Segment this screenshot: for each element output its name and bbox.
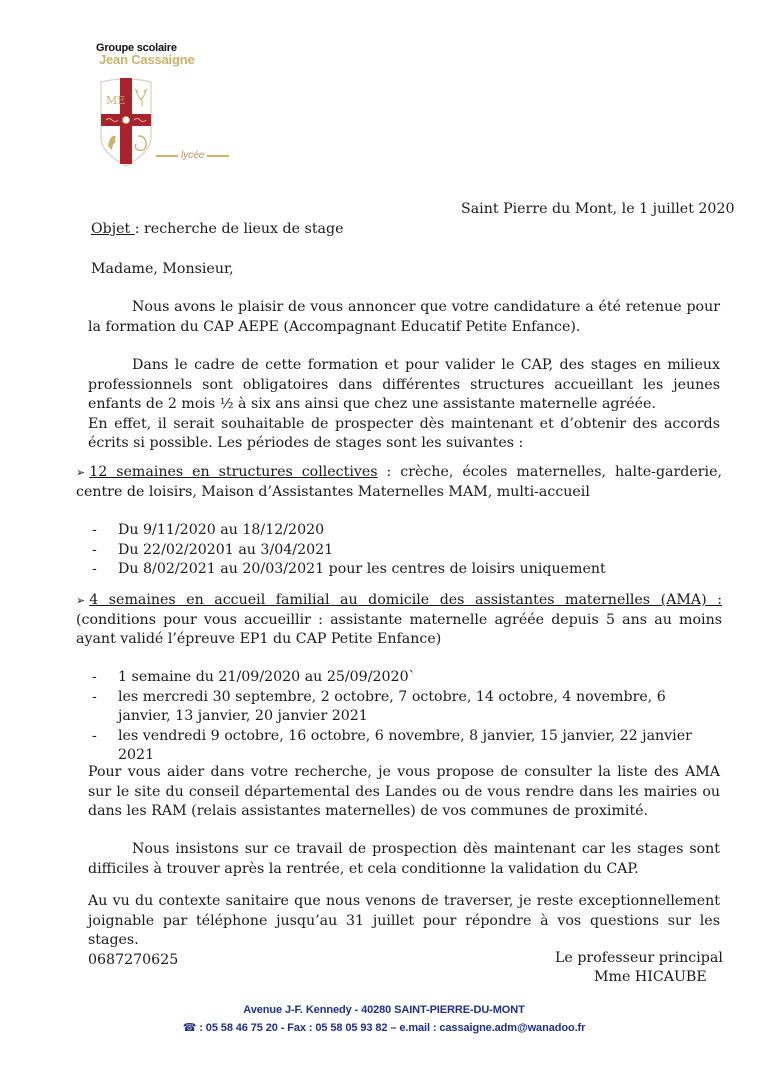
divider — [207, 155, 229, 157]
dash-bullet: - — [92, 727, 97, 744]
paragraph-text: En effet, il serait souhaitable de prospecter dès maintenant et d’obtenir des accords écrits si possible. Les périodes de stages sont les suivantes : — [88, 415, 720, 452]
section-family-heading — [76, 591, 722, 650]
section-detail: (conditions pour vous accueillir : assistante maternelle agréée depuis 5 ans au moins ayant validé l’épreuve EP1 du CAP Petite Enfance) — [76, 611, 722, 648]
lycee-text: lycée — [181, 150, 205, 161]
subject-text: : recherche de lieux de stage — [134, 221, 344, 237]
footer-contact-text: : 05 58 46 75 20 - Fax : 05 58 05 93 82 – e.mail : cassaigne.adm@wanadoo.fr — [196, 1022, 586, 1034]
paragraph-text: Dans le cadre de cette formation et pour valider le CAP, des stages en milieux professionnels sont obligatoires dans différentes structures accueillant les jeunes enfants de 2 mois ½ à six ans ainsi que chez une assistante maternelle agréée. — [88, 357, 720, 413]
footer-address: Avenue J-F. Kennedy - 40280 SAINT-PIERRE-DU-MONT — [243, 1004, 525, 1016]
shield-crest-icon — [98, 76, 154, 168]
paragraph-text: Nous insistons sur ce travail de prospection dès maintenant car les stages sont difficiles à trouver après la rentrée, et cela conditionne la validation du CAP. — [88, 841, 720, 877]
dash-bullet: - — [92, 522, 97, 538]
list-item — [92, 560, 606, 580]
phone-number: 0687270625 — [88, 951, 179, 968]
paragraph-text: Au vu du contexte sanitaire que nous venons de traverser, je reste exceptionnellement joignable par téléphone jusqu’au 31 juillet pour répondre à vos questions sur les stages. — [88, 893, 720, 949]
collective-dates-list — [92, 521, 606, 580]
list-item — [92, 521, 606, 541]
dash-bullet: - — [92, 669, 97, 685]
school-logo — [96, 42, 236, 172]
dash-bullet: - — [92, 688, 97, 705]
section-detail: : crèche, écoles maternelles, halte-garderie, centre de loisirs, Maison d’Assistantes Maternelles MAM, multi-accueil — [76, 464, 723, 500]
phone-icon: ☎ — [182, 1021, 197, 1034]
dash-bullet: - — [92, 561, 97, 578]
logo-group-name: Groupe scolaire — [96, 42, 177, 54]
salutation: Madame, Monsieur, — [91, 261, 234, 277]
paragraph-text: Nous avons le plaisir de vous annoncer que votre candidature a été retenue pour la formation du CAP AEPE (Accompagnant Educatif Petite Enfance). — [88, 299, 720, 335]
dash-bullet: - — [92, 541, 97, 558]
paragraph-help — [88, 763, 720, 822]
paragraph-insist — [88, 840, 720, 879]
signature-role: Le professeur principal — [555, 950, 723, 966]
paragraph-text: Pour vous aider dans votre recherche, je vous propose de consulter la liste des AMA sur le site du conseil départemental des Landes ou de vous rendre dans les mairies ou dans les RAM (relais assistantes maternelles) de vos communes de proximité. — [88, 764, 720, 820]
paragraph-context — [88, 356, 720, 454]
section-title: 4 semaines en accueil familial au domicile des assistantes maternelles (AMA) : — [89, 592, 722, 608]
footer-contact — [0, 1021, 768, 1034]
list-item-text: les vendredi 9 octobre, 16 octobre, 6 novembre, 8 janvier, 15 janvier, 22 janvier 2021 — [118, 727, 692, 764]
signature-name: Mme HICAUBE — [594, 969, 707, 985]
section-title: 12 semaines en structures collectives — [89, 464, 378, 480]
svg-text:ME: ME — [106, 94, 126, 107]
list-item-text: 1 semaine du 21/09/2020 au 25/09/2020` — [118, 669, 416, 685]
list-item — [92, 668, 720, 688]
lycee-label — [156, 150, 229, 161]
arrow-bullet-icon: ➢ — [76, 594, 86, 607]
list-item-text: Du 8/02/2021 au 20/03/2021 pour les centres de loisirs uniquement — [118, 561, 606, 578]
arrow-bullet-icon: ➢ — [76, 466, 86, 479]
logo-school-name: Jean Cassaigne — [99, 52, 195, 67]
list-item — [92, 688, 720, 727]
list-item-text: Du 9/11/2020 au 18/12/2020 — [118, 522, 325, 538]
subject-label: Objet — [91, 221, 135, 237]
subject-line — [91, 220, 343, 240]
list-item-text: les mercredi 30 septembre, 2 octobre, 7 octobre, 14 octobre, 4 novembre, 6 janvier, 13 janvier, 20 janvier 2021 — [118, 688, 666, 725]
section-collective-heading — [76, 463, 722, 502]
list-item — [92, 727, 720, 766]
paragraph-intro — [88, 298, 720, 337]
family-dates-list — [92, 668, 720, 766]
date-line: Saint Pierre du Mont, le 1 juillet 2020 — [461, 201, 735, 217]
divider — [156, 155, 178, 157]
list-item — [92, 541, 606, 561]
list-item-text: Du 22/02/20201 au 3/04/2021 — [118, 541, 334, 558]
